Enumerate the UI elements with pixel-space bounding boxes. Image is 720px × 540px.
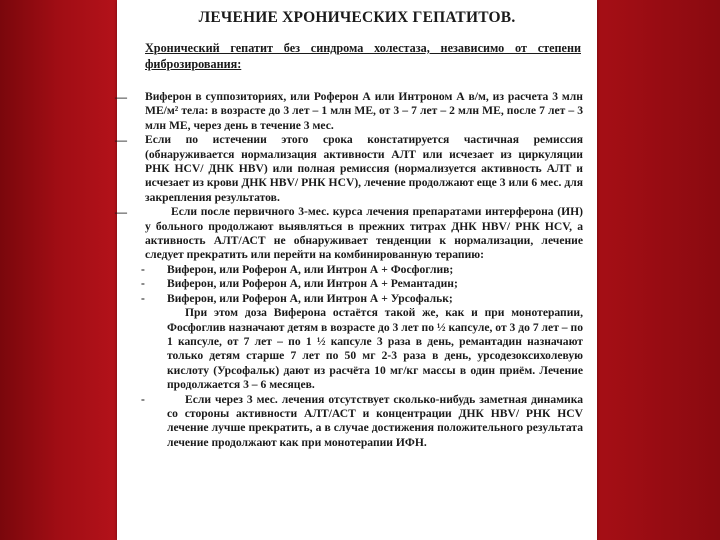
final-text: Если через 3 мес. лечения отсутствует сколько-нибудь заметная динамика со стороны активности АЛТ/АСТ и концентрации ДНК HBV/ РНК HCV лечение лучше прекратить, а в случае достижения положительного результата лечение продолжают как при монотерапии ИФН. — [167, 392, 583, 449]
paragraph-marker: — — [115, 90, 127, 104]
paragraph-marker: — — [115, 133, 127, 148]
combo-item-remantadine — [141, 277, 583, 291]
document-body — [115, 90, 583, 450]
paragraph-text: Виферон в суппозиториях, или Роферон А или Интроном А в/м, из расчета 3 млн МЕ/м² тела: в возрасте до 3 лет – 1 млн МЕ, от 3 – 7 лет – 2 млн МЕ, после 7 лет – 3 млн МЕ, через день в течение 3 мес. — [145, 90, 583, 132]
lead-heading: Хронический гепатит без синдрома холестаза, независимо от степени фиброзирования: — [145, 41, 581, 71]
paragraph-no-response — [115, 205, 583, 263]
paragraph-remission — [115, 133, 583, 205]
paragraph-interferon-dosing — [115, 90, 583, 133]
dosage-note — [145, 306, 583, 392]
paragraph-marker: — — [115, 205, 127, 220]
list-dash: - — [141, 277, 145, 291]
page-title: ЛЕЧЕНИЕ ХРОНИЧЕСКИХ ГЕПАТИТОВ. — [198, 9, 516, 26]
list-dash: - — [141, 291, 145, 305]
combo-text: Виферон, или Роферон А, или Интрон А + Фосфоглив; — [167, 262, 454, 276]
combo-text: Виферон, или Роферон А, или Интрон А + Ремантадин; — [167, 277, 458, 291]
final-paragraph — [141, 392, 583, 451]
combo-text: Виферон, или Роферон А, или Интрон А + Урсофальк; — [167, 291, 453, 305]
combo-item-phosphogliv — [141, 262, 583, 277]
document-page — [117, 0, 597, 540]
paragraph-text: Если по истечении этого срока констатируется частичная ремиссия (обнаруживается нормализация активности АЛТ или исчезает из циркуляции РНК HCV/ ДНК HBV) или полная ремиссия (нормализуется активность АЛТ и исчезает из крови ДНК HBV/ РНК HCV), лечение продолжают еще 3 или 6 мес. для закрепления результатов. — [145, 133, 583, 204]
dosage-note-text: При этом доза Виферона остаётся такой же, как и при монотерапии, Фосфоглив назначают детям в возрасте до 3 лет по ½ капсуле, от 3 до 7 лет – по 1 капсуле, от 7 лет – по 1 ½ капсуле 3 раза в день, ремантадин назначают только детям старше 7 лет по 50 мг 2-3 раза в день, урсодезоксихолевую кислоту (Урсофальк) дают из расчёта 10 мг/кг массы в один приём. Лечение продолжается 3 – 6 месяцев. — [167, 306, 583, 392]
list-dash: - — [141, 262, 145, 276]
paragraph-text: Если после первичного 3-мес. курса лечения препаратами интерферона (ИН) у больного продолжают выявляться в прежних титрах ДНК HBV/ РНК HCV, а активность АЛТ/АСТ не обнаруживает тенденции к нормализации, лечение следует прекратить или перейти на комбинированную терапию: — [145, 205, 583, 262]
combo-item-ursofalk — [141, 291, 583, 306]
list-dash: - — [141, 392, 145, 406]
